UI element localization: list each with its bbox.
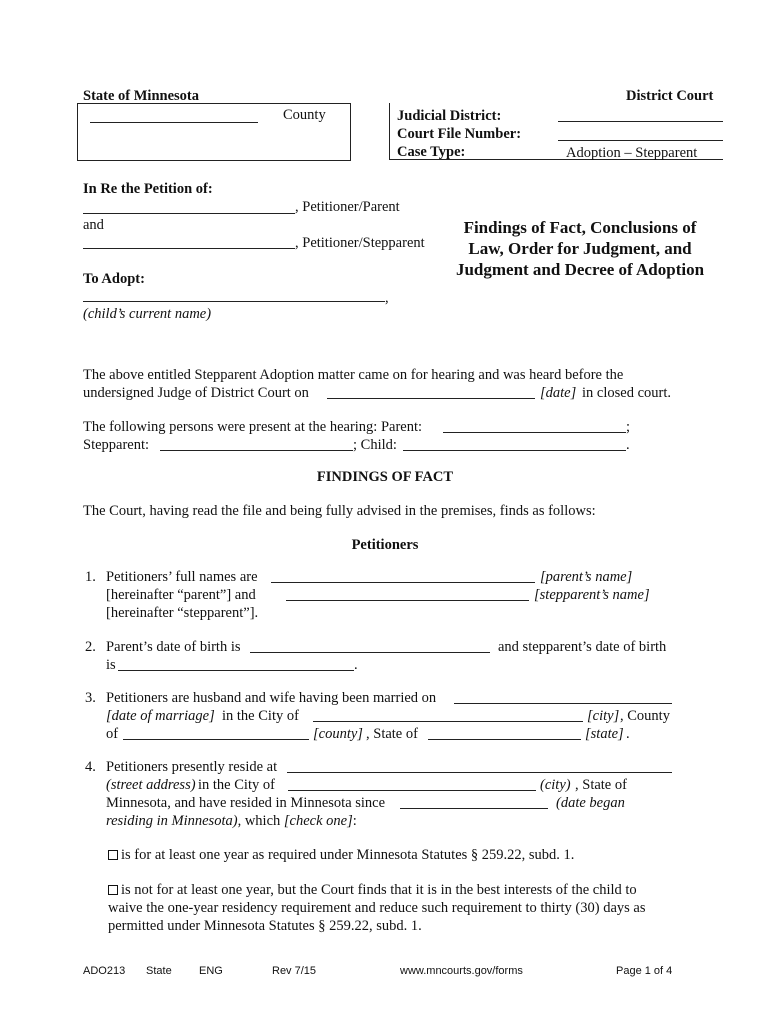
marriage-county-field[interactable]	[123, 739, 309, 740]
court-info-left-border	[389, 103, 390, 159]
item-3-state-label: , State of	[366, 726, 418, 742]
intro-line-2a: undersigned Judge of District Court on	[83, 385, 309, 401]
court-file-number-field[interactable]	[558, 140, 723, 141]
residency-option-2-line-1: is not for at least one year, but the Court finds that it is in the best interests of the child to	[121, 882, 637, 898]
parent-name-hint: [parent’s name]	[540, 569, 633, 585]
and-label: and	[83, 217, 104, 233]
in-re-label: In Re the Petition of:	[83, 181, 213, 197]
county-label: County	[283, 107, 326, 123]
marriage-date-field[interactable]	[454, 703, 672, 704]
hearing-date-field[interactable]	[327, 398, 535, 399]
marriage-county-hint: [county]	[313, 726, 363, 742]
present-stepparent-field[interactable]	[160, 450, 353, 451]
present-period: .	[626, 437, 630, 453]
footer-form-number: ADO213	[83, 965, 126, 977]
judicial-district-label: Judicial District:	[397, 108, 502, 124]
item-4-number: 4.	[85, 759, 96, 775]
to-adopt-label: To Adopt:	[83, 271, 145, 287]
item-3-number: 3.	[85, 690, 96, 706]
child-name-comma: ,	[385, 290, 389, 306]
findings-heading: FINDINGS OF FACT	[316, 469, 454, 485]
title-line-1: Findings of Fact, Conclusions of	[463, 218, 697, 237]
footer-url[interactable]: www.mncourts.gov/forms	[400, 965, 523, 977]
item-4-residing-line	[106, 812, 357, 830]
footer-page-number: Page 1 of 4	[616, 965, 673, 977]
item-3-city-label: in the City of	[222, 708, 299, 724]
residency-option-1[interactable]	[108, 846, 574, 864]
item-1-text-c: [hereinafter “stepparent”].	[106, 605, 259, 621]
checkbox-icon[interactable]	[108, 885, 118, 895]
residence-city-hint: (city)	[540, 777, 571, 793]
marriage-city-field[interactable]	[313, 721, 583, 722]
residency-option-2-line-3: permitted under Minnesota Statutes § 259.22, subd. 1.	[108, 918, 422, 934]
item-1-number: 1.	[85, 569, 96, 585]
item-4-which: , which	[237, 813, 281, 829]
intro-line-2b: in closed court.	[582, 385, 671, 401]
footer-state: State	[146, 965, 172, 977]
marriage-city-hint: [city]	[587, 708, 620, 724]
court-label: District Court	[626, 88, 714, 104]
item-4-mn-text: Minnesota, and have resided in Minnesota since	[106, 795, 386, 811]
item-4-city-label: in the City of	[198, 777, 275, 793]
footer-revision: Rev 7/15	[272, 965, 317, 977]
stepparent-dob-field[interactable]	[118, 670, 354, 671]
check-one-hint: [check one]	[283, 813, 353, 829]
item-1-text-a: Petitioners’ full names are	[106, 569, 258, 585]
state-label: State of Minnesota	[83, 88, 199, 104]
item-2-text-a: Parent’s date of birth is	[106, 639, 241, 655]
parent-name-field[interactable]	[271, 582, 535, 583]
judicial-district-field[interactable]	[558, 121, 723, 122]
footer-language: ENG	[199, 965, 223, 977]
residence-city-field[interactable]	[288, 790, 536, 791]
item-1-text-b: [hereinafter “parent”] and	[106, 587, 256, 603]
intro-line-1: The above entitled Stepparent Adoption matter came on for hearing and was heard before the	[83, 367, 624, 383]
item-2-number: 2.	[85, 639, 96, 655]
title-line-2: Law, Order for Judgment, and	[468, 239, 692, 258]
petitioners-heading: Petitioners	[351, 537, 419, 553]
hearing-date-hint: [date]	[540, 385, 577, 401]
county-field[interactable]	[90, 122, 258, 123]
marriage-state-hint: [state]	[585, 726, 624, 742]
residency-option-2[interactable]	[108, 881, 637, 899]
stepparent-name-hint: [stepparent’s name]	[534, 587, 650, 603]
item-2-text-c: is	[106, 657, 116, 673]
item-4-text-a: Petitioners presently reside at	[106, 759, 278, 775]
item-2-period: .	[354, 657, 358, 673]
case-type-value: Adoption – Stepparent	[566, 145, 698, 161]
street-address-hint: (street address)	[106, 777, 196, 793]
item-2-text-b: and stepparent’s date of birth	[498, 639, 667, 655]
petitioner-parent-field[interactable]	[83, 213, 295, 214]
street-address-field[interactable]	[287, 772, 672, 773]
present-stepparent-label: Stepparent:	[83, 437, 150, 453]
advised-text: The Court, having read the file and being fully advised in the premises, finds as follows:	[83, 503, 596, 519]
petitioner-stepparent-label: , Petitioner/Stepparent	[295, 235, 425, 251]
present-child-field[interactable]	[403, 450, 626, 451]
residency-option-2-line-2: waive the one-year residency requirement and reduce such requirement to thirty (30) days as	[108, 900, 646, 916]
residing-hint: residing in Minnesota)	[106, 813, 238, 829]
parent-dob-field[interactable]	[250, 652, 490, 653]
present-parent-label: The following persons were present at the hearing: Parent:	[83, 419, 423, 435]
checkbox-icon[interactable]	[108, 850, 118, 860]
petitioner-parent-label: , Petitioner/Parent	[295, 199, 400, 215]
present-semicolon: ;	[626, 419, 631, 435]
title-line-3: Judgment and Decree of Adoption	[455, 260, 705, 279]
child-current-name-hint: (child’s current name)	[83, 306, 212, 322]
stepparent-name-field[interactable]	[286, 600, 529, 601]
document-title	[440, 217, 720, 280]
marriage-date-hint: [date of marriage]	[106, 708, 215, 724]
item-3-text-a: Petitioners are husband and wife having been married on	[106, 690, 437, 706]
item-3-county-label: , County	[620, 708, 670, 724]
present-child-label: ; Child:	[353, 437, 397, 453]
item-4-state-label: , State of	[575, 777, 627, 793]
residence-since-field[interactable]	[400, 808, 548, 809]
child-name-field[interactable]	[83, 301, 385, 302]
item-3-of: of	[106, 726, 119, 742]
marriage-state-field[interactable]	[428, 739, 581, 740]
petitioner-stepparent-field[interactable]	[83, 248, 295, 249]
court-file-number-label: Court File Number:	[397, 126, 522, 142]
case-type-label: Case Type:	[397, 144, 466, 160]
item-4-colon: :	[352, 813, 357, 829]
residence-since-hint: (date began	[556, 795, 625, 811]
item-3-period: .	[626, 726, 630, 742]
present-parent-field[interactable]	[443, 432, 626, 433]
residency-option-1-label: is for at least one year as required under Minnesota Statutes § 259.22, subd. 1.	[121, 847, 575, 863]
